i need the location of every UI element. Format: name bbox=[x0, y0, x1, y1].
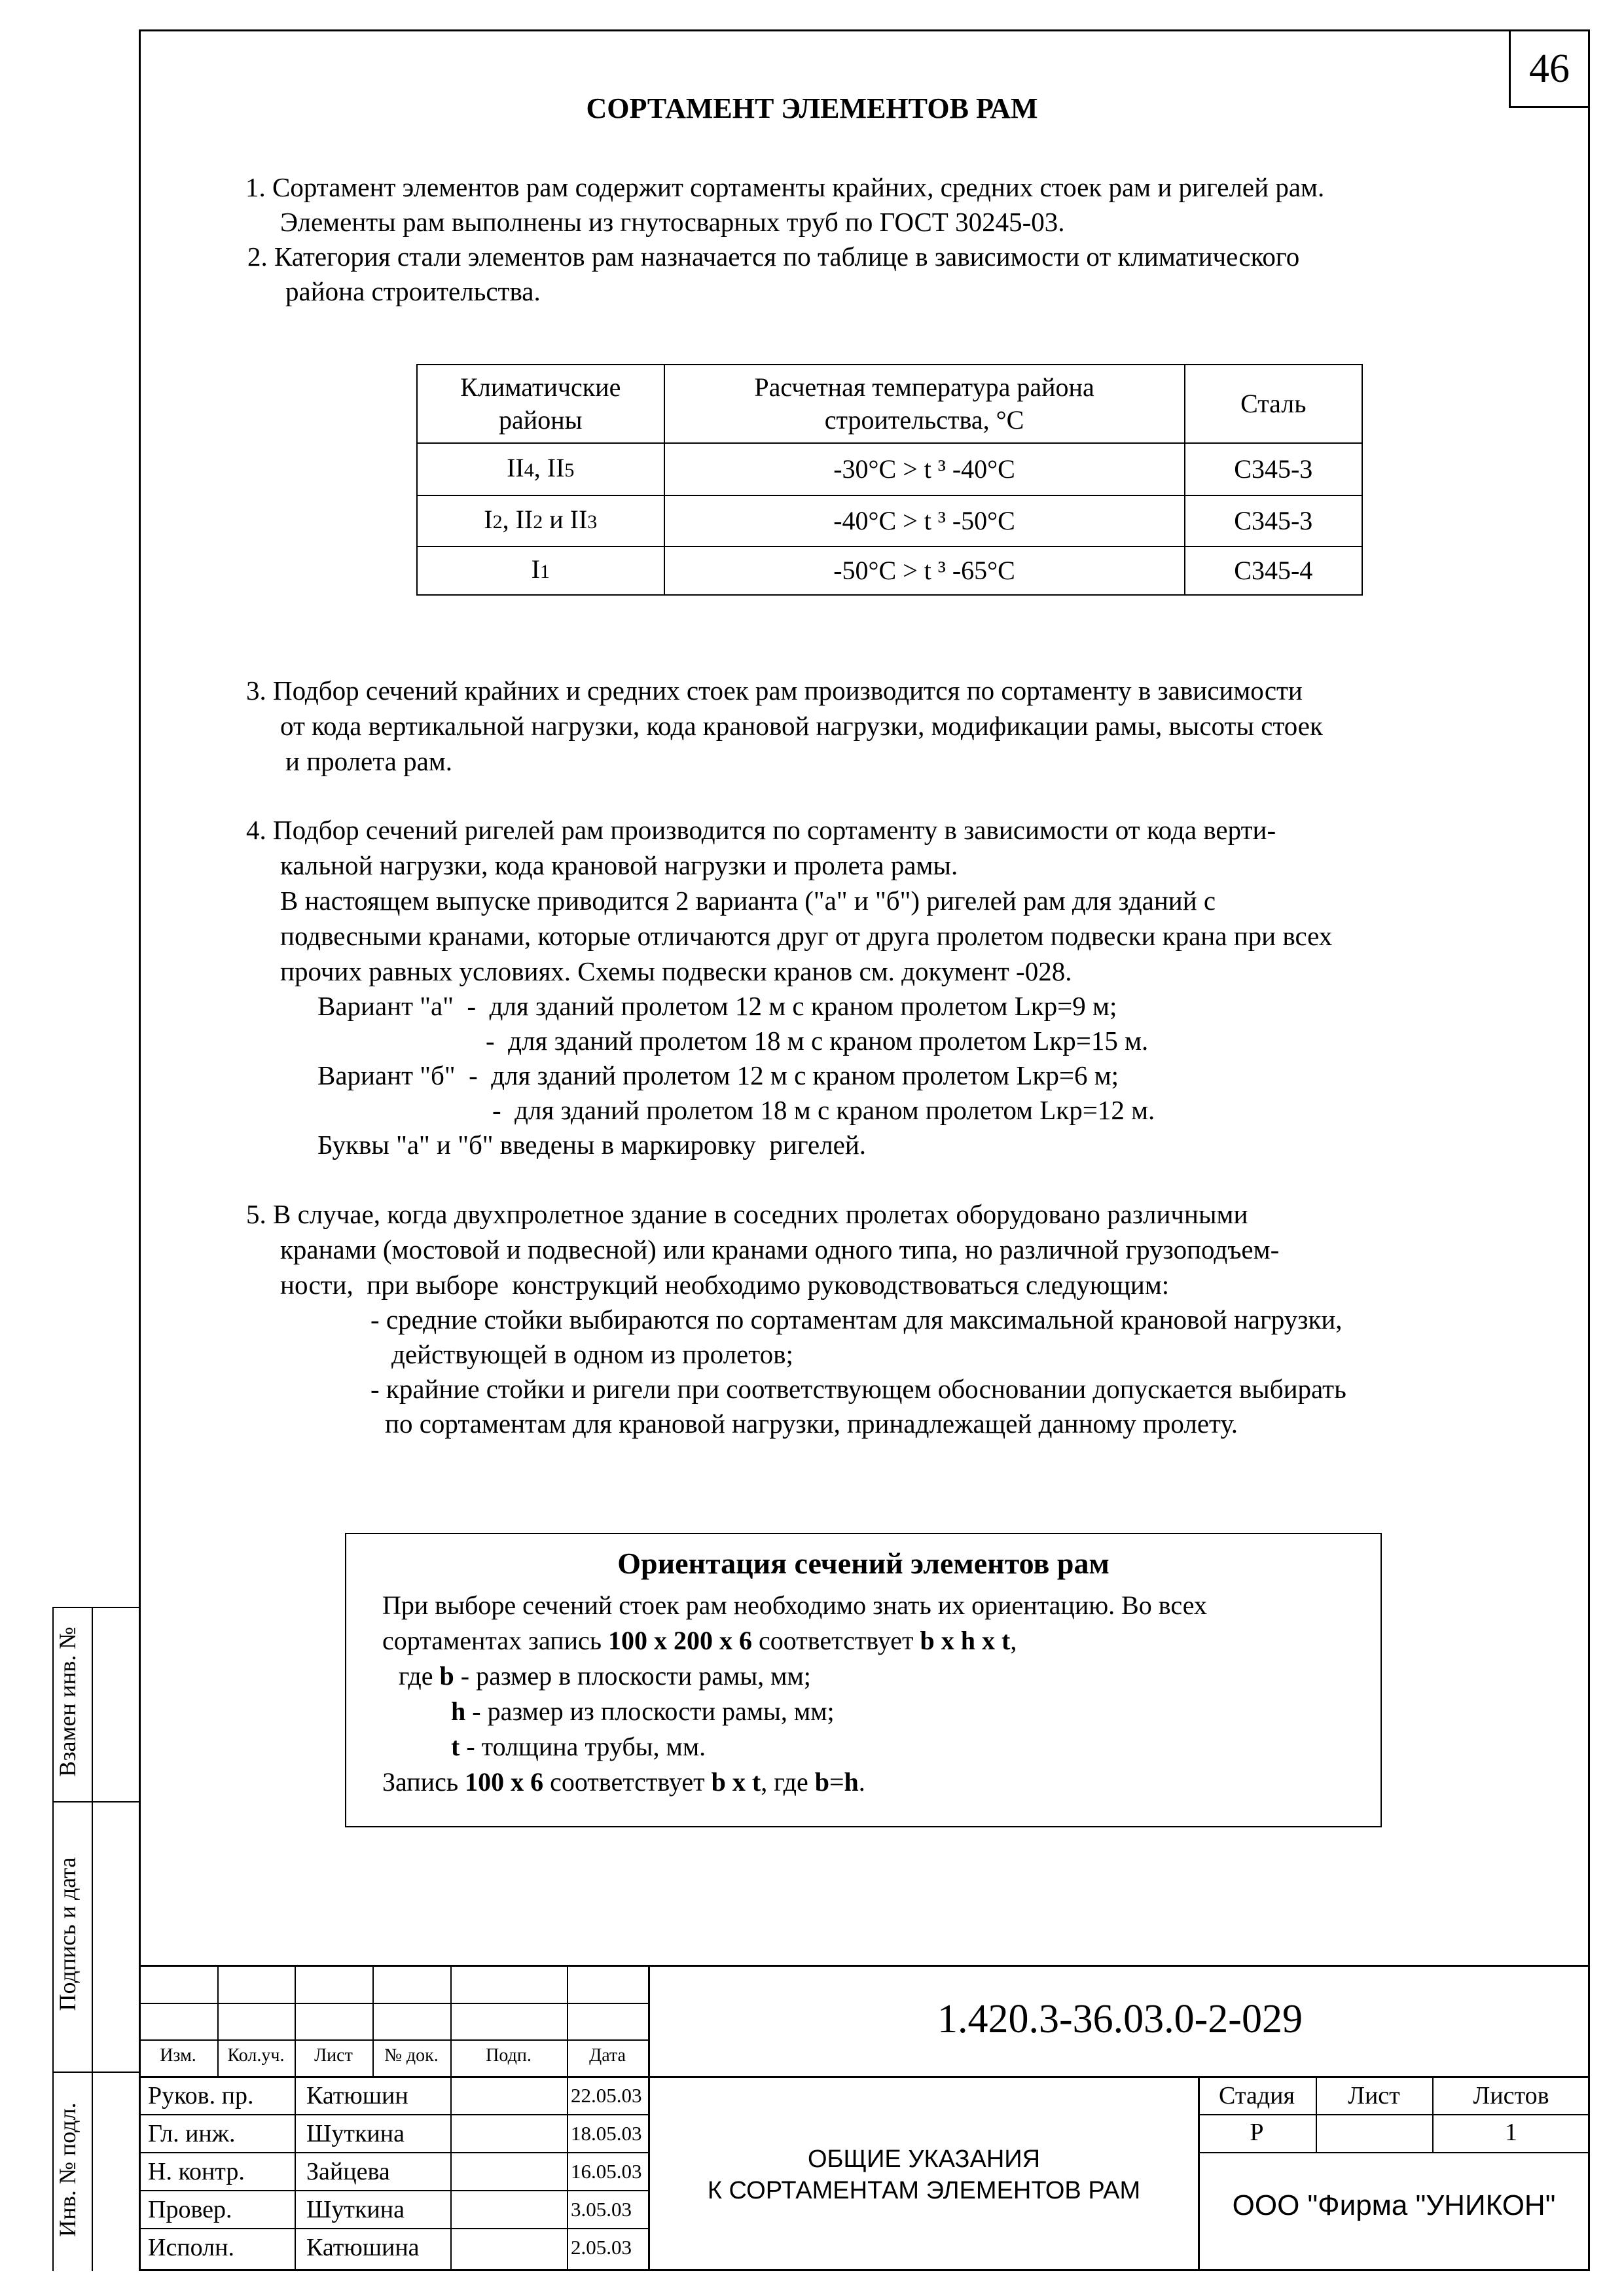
region-cell: I2, II2 и II3 bbox=[417, 495, 664, 547]
p3-line1: 3. Подбор сечений крайних и средних стоек рам производится по сортаменту в зависимости bbox=[246, 675, 1303, 706]
orientation-line2: сортаментах запись 100 х 200 х 6 соответствует b х h х t, bbox=[382, 1626, 1017, 1655]
p5-line2: кранами (мостовой и подвесной) или кранами одного типа, но различной грузоподъем- bbox=[280, 1234, 1280, 1265]
table-row bbox=[417, 547, 1362, 595]
p4-line3: В настоящем выпуске приводится 2 варианта ("а" и "б") ригелей рам для зданий с bbox=[280, 886, 1216, 916]
stamp-col-line bbox=[295, 2076, 296, 2271]
role-date: 2.05.03 bbox=[571, 2236, 632, 2259]
role-name: Катюшина bbox=[306, 2234, 420, 2261]
side-label-sign-date: Подпись и дата bbox=[54, 1857, 81, 2011]
stage-label: Стадия bbox=[1219, 2082, 1295, 2109]
p1-line2: Элементы рам выполнены из гнутосварных труб по ГОСТ 30245-03. bbox=[280, 207, 1065, 237]
col-header-ndoc: № док. bbox=[384, 2045, 439, 2066]
role-label: Исполн. bbox=[148, 2234, 234, 2261]
orientation-line6: Запись 100 х 6 соответствует b х t, где b=h. bbox=[382, 1767, 865, 1797]
col-header-izm: Изм. bbox=[160, 2045, 196, 2066]
side-strip-top bbox=[52, 1607, 139, 1608]
steel-cell: С345-3 bbox=[1185, 443, 1362, 495]
stamp-row-line bbox=[139, 2190, 649, 2191]
orientation-line5: t - толщина трубы, мм. bbox=[451, 1732, 706, 1761]
orientation-title: Ориентация сечений элементов рам bbox=[617, 1547, 1110, 1580]
stage-value: Р bbox=[1250, 2119, 1264, 2146]
orientation-line4: h - размер из плоскости рамы, мм; bbox=[451, 1696, 835, 1726]
steel-cell: С345-4 bbox=[1185, 547, 1362, 595]
p2-line2: района строительства. bbox=[285, 276, 541, 306]
stamp-row-line bbox=[1198, 2114, 1590, 2115]
page-title: СОРТАМЕНТ ЭЛЕМЕНТОВ РАМ bbox=[586, 92, 1038, 124]
p5-line7: по сортаментам для крановой нагрузки, принадлежащей данному пролету. bbox=[385, 1408, 1238, 1439]
table-row bbox=[417, 495, 1362, 547]
side-label-replace-inv: Взамен инв. № bbox=[54, 1626, 81, 1777]
p3-line3: и пролета рам. bbox=[285, 746, 453, 776]
p2-line1: 2. Категория стали элементов рам назначается по таблице в зависимости от климатического bbox=[247, 242, 1300, 272]
steel-cell: С345-3 bbox=[1185, 495, 1362, 547]
p4-line2: кальной нагрузки, кода крановой нагрузки и пролета рамы. bbox=[280, 850, 958, 880]
p5-line6: - крайние стойки и ригели при соответствующем обосновании допускается выбирать bbox=[370, 1374, 1346, 1404]
stamp-row-line bbox=[139, 2152, 649, 2153]
p4-line4: подвесными кранами, которые отличаются друг от друга пролетом подвески крана при всех bbox=[280, 921, 1333, 951]
orientation-line1: При выборе сечений стоек рам необходимо знать их ориентацию. Во всех bbox=[382, 1590, 1207, 1620]
p4-line10: Буквы "а" и "б" введены в маркировку ригелей. bbox=[317, 1130, 867, 1160]
region-cell: I1 bbox=[417, 547, 664, 595]
role-label: Гл. инж. bbox=[148, 2120, 236, 2147]
stamp-col-line bbox=[450, 2076, 452, 2271]
p5-line4: - средние стойки выбираются по сортаментам для максимальной крановой нагрузки, bbox=[370, 1304, 1343, 1335]
p4-line7: - для зданий пролетом 18 м с краном пролетом Lкр=15 м. bbox=[486, 1026, 1149, 1056]
doc-code: 1.420.3-36.03.0-2-029 bbox=[937, 1997, 1303, 2041]
stamp-row-line bbox=[139, 2039, 649, 2041]
side-strip-divider bbox=[92, 1607, 93, 2271]
p4-line9: - для зданий пролетом 18 м с краном пролетом Lкр=12 м. bbox=[492, 1095, 1155, 1125]
company-name: ООО "Фирма "УНИКОН" bbox=[1232, 2189, 1556, 2221]
p4-line5: прочих равных условиях. Схемы подвески кранов см. документ -028. bbox=[280, 956, 1072, 986]
p3-line2: от кода вертикальной нагрузки, кода крановой нагрузки, модификации рамы, высоты стоек bbox=[280, 711, 1323, 741]
temp-cell: -30°С > t ³ -40°С bbox=[664, 443, 1185, 495]
stamp-row-line bbox=[139, 2076, 1590, 2078]
col-header-podp: Подп. bbox=[486, 2045, 532, 2066]
temp-cell: -40°С > t ³ -50°С bbox=[664, 495, 1185, 547]
region-cell: II4, II5 bbox=[417, 443, 664, 495]
stamp-row-line bbox=[139, 2228, 649, 2229]
sheet-label: Лист bbox=[1348, 2082, 1400, 2109]
role-name: Шуткина bbox=[306, 2120, 405, 2147]
table-row bbox=[417, 443, 1362, 495]
stamp-row-line bbox=[1198, 2152, 1590, 2153]
role-date: 16.05.03 bbox=[571, 2160, 642, 2183]
role-name: Зайцева bbox=[306, 2158, 390, 2185]
stamp-top-line bbox=[139, 1965, 1590, 1967]
role-label: Провер. bbox=[148, 2196, 232, 2223]
stamp-row-line bbox=[139, 2114, 649, 2115]
role-date: 22.05.03 bbox=[571, 2084, 642, 2107]
role-date: 3.05.03 bbox=[571, 2198, 632, 2221]
col-header-kolu: Кол.уч. bbox=[227, 2045, 285, 2066]
stamp-row-line bbox=[139, 2003, 649, 2004]
temp-cell: -50°С > t ³ -65°С bbox=[664, 547, 1185, 595]
role-date: 18.05.03 bbox=[571, 2122, 642, 2145]
orientation-box bbox=[345, 1533, 1382, 1827]
orientation-line3: где b - размер в плоскости рамы, мм; bbox=[399, 1661, 811, 1691]
p4-line6: Вариант "а" - для зданий пролетом 12 м с краном пролетом Lкр=9 м; bbox=[317, 991, 1117, 1021]
doc-title-line2: К СОРТАМЕНТАМ ЭЛЕМЕНТОВ РАМ bbox=[707, 2177, 1141, 2204]
p5-line1: 5. В случае, когда двухпролетное здание в соседних пролетах оборудовано различными bbox=[246, 1199, 1248, 1229]
role-name: Шуткина bbox=[306, 2196, 405, 2223]
page-number: 46 bbox=[1509, 29, 1590, 108]
table-header-temp: Расчетная температура района строительства, °С bbox=[664, 365, 1185, 443]
table-header-steel: Сталь bbox=[1185, 365, 1362, 443]
side-strip-sep1 bbox=[52, 1801, 139, 1803]
role-label: Н. контр. bbox=[148, 2158, 245, 2185]
side-strip-sep2 bbox=[52, 2072, 139, 2073]
p5-line5: действующей в одном из пролетов; bbox=[391, 1339, 793, 1369]
doc-title-line1: ОБЩИЕ УКАЗАНИЯ bbox=[807, 2145, 1041, 2173]
role-name: Катюшин bbox=[306, 2082, 408, 2109]
side-label-inv-orig: Инв. № подл. bbox=[54, 2102, 81, 2237]
table-header-regions: Климатичские районы bbox=[417, 365, 664, 443]
col-header-date: Дата bbox=[589, 2045, 626, 2066]
role-label: Руков. пр. bbox=[148, 2082, 254, 2109]
p1-line1: 1. Сортамент элементов рам содержит сортаменты крайних, средних стоек рам и ригелей рам. bbox=[245, 172, 1325, 202]
p5-line3: ности, при выборе конструкций необходимо руководствоваться следующим: bbox=[280, 1270, 1170, 1300]
steel-category-table bbox=[416, 364, 1363, 596]
stamp-col-line bbox=[567, 2076, 568, 2271]
sheets-value: 1 bbox=[1505, 2119, 1517, 2146]
sheets-label: Листов bbox=[1473, 2082, 1549, 2109]
col-header-list: Лист bbox=[314, 2045, 353, 2066]
p4-line1: 4. Подбор сечений ригелей рам производится по сортаменту в зависимости от кода верти- bbox=[246, 815, 1276, 845]
p4-line8: Вариант "б" - для зданий пролетом 12 м с краном пролетом Lкр=6 м; bbox=[317, 1060, 1119, 1090]
